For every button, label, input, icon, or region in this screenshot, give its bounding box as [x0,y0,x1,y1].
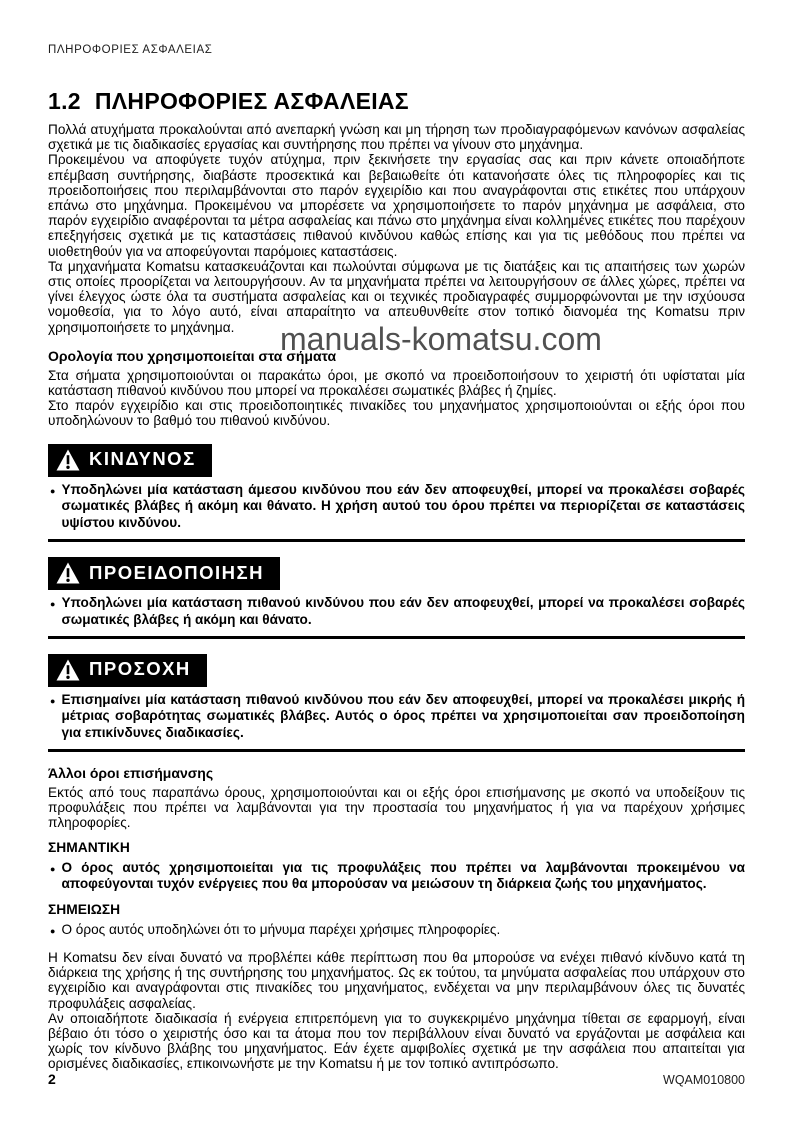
warning-section [48,557,745,639]
notice-bullet [50,922,745,940]
danger-section [48,444,745,542]
warning-label-box [48,557,280,590]
divider-rule [48,539,745,542]
warning-bullet [50,595,745,629]
danger-text: Υποδηλώνει μία κατάσταση άμεσου κινδύνου που εάν δεν αποφευχθεί, μπορεί να προκαλέσει σοβαρές σωματικές βλάβες ή ακόμη και θάνατο. Η χρήση αυτού του όρου πρέπει να περιορίζεται σε καταστάσεις υψίστου κινδύνου. [61,481,745,531]
page-title [48,88,745,115]
other-terms-heading: Άλλοι όροι επισήμανσης [48,765,214,782]
important-label: ΣΗΜΑΝΤΙΚΗ [48,839,130,855]
terminology-paragraph-1: Στα σήματα χρησιμοποιούνται οι παρακάτω όροι, με σκοπό να προειδοποιήσουν το χειριστή ότι υφίσταται μία κατάσταση πιθανού κινδύνου που μπορεί να προκαλέσει σωματικές βλάβες ή ζημίες. [48,367,745,399]
bullet-dot-icon: ● [50,599,56,610]
important-bullet [50,860,745,894]
bullet-dot-icon: ● [50,926,56,937]
divider-rule [48,749,745,752]
bullet-dot-icon: ● [50,485,56,496]
caution-label: ΠΡΟΣΟΧΗ [89,658,191,680]
page-number: 2 [48,1071,56,1087]
watermark: manuals-komatsu.com [280,321,602,357]
bullet-dot-icon: ● [50,695,56,706]
important-text: Ο όρος αυτός χρησιμοποιείται για τις προφυλάξεις που πρέπει να λαμβάνονται προκειμένου να αποφεύγονται τυχόν ενέργειες που θα μπορούσαν να μειώσουν τη διάρκεια ζωής του μηχανήματος. [61,859,745,892]
warning-triangle-icon [56,449,80,471]
danger-label-box [48,444,212,477]
section-number: 1.2 [48,88,81,114]
other-terms-intro: Εκτός από τους παραπάνω όρους, χρησιμοποιούνται και οι εξής όροι επισήμανσης με σκοπό να υποδείξουν τις προφυλάξεις που πρέπει να λαμβάνονται για την προστασία του μηχανήματος ή για να παρέχουν χρήσιμες πληροφορίες. [48,785,745,831]
warning-triangle-icon [56,562,80,584]
divider-rule [48,636,745,639]
terminology-heading: Ορολογία που χρησιμοποιείται στα σήματα [48,347,337,364]
closing-paragraph-1: Η Komatsu δεν είναι δυνατό να προβλέπει κάθε περίπτωση που θα μπορούσε να ενέχει πιθανό κίνδυνο κατά τη διάρκεια της χρήσης ή της συντήρησης του μηχανήματος. Ως εκ τούτου, τα μηνύματα ασφαλείας που υπάρχουν στο εγχειρίδιο και αναγράφονται στις πινακίδες του μηχανήματος, ενδέχεται να μην περιλαμβάνουν όλες τις δυνατές προφυλάξεις ασφαλείας. [48,950,745,1011]
bullet-dot-icon: ● [50,863,56,874]
warning-triangle-icon [56,659,80,681]
danger-label: ΚΙΝΔΥΝΟΣ [89,448,196,470]
intro-paragraph-2: Προκειμένου να αποφύγετε τυχόν ατύχημα, πριν ξεκινήσετε την εργασίας σας και πριν κάνετε οποιαδήποτε επέμβαση συντήρησης, διαβάστε προσεκτικά και βεβαιωθείτε ότι κατανοήσατε όλες τις πληροφορίες και τις προειδοποιήσεις που περιλαμβάνονται στο παρόν εγχειρίδιο και που αναγράφονται στις ετικέτες που υπάρχουν επάνω στο μηχάνημα. Προκειμένου να μπορέσετε να χρησιμοποιήσετε το παρόν μηχάνημα με ασφάλεια, στο παρόν εγχειρίδιο αναφέρονται τα μέτρα ασφαλείας και πάνω στο μηχάνημα είναι κολλημένες ετικέτες που παρέχουν επεξηγήσεις σχετικά με τις καταστάσεις πιθανού κινδύνου καθώς επίσης και για τις μεθόδους που πρέπει να υιοθετηθούν για να αποφεύγονται παρόμοιες καταστάσεις. [48,152,745,259]
document-code: WQAM010800 [663,1073,745,1087]
notice-text: Ο όρος αυτός υποδηλώνει ότι το μήνυμα παρέχει χρήσιμες πληροφορίες. [61,922,501,938]
caution-section [48,654,745,752]
section-title-text: ΠΛΗΡΟΦΟΡΙΕΣ ΑΣΦΑΛΕΙΑΣ [94,88,409,114]
page-footer [48,1071,745,1087]
intro-paragraph-3: Τα μηχανήματα Komatsu κατασκευάζονται και πωλούνται σύμφωνα με τις διατάξεις και τις απαιτήσεις των χωρών στις οποίες προορίζεται να λειτουργήσουν. Αν τα μηχανήματα πρέπει να λειτουργήσουν σε άλλες χώρες, πρέπει να γίνει έλεγχος ώστε όλα τα συστήματα ασφαλείας και οι τεχνικές προδιαγραφές συμμορφώνονται με την ισχύουσα νομοθεσία, για το λόγο αυτό, είναι απαραίτητο να απευθυνθείτε στον τοπικό διανομέα της Komatsu πριν χρησιμοποιήσετε το μηχάνημα. [48,258,745,335]
caution-text: Επισημαίνει μία κατάσταση πιθανού κινδύνου που εάν δεν αποφευχθεί, μπορεί να προκαλέσει μικρής ή μέτριας σοβαρότητας σωματικές βλάβες. Αυτός ο όρος πρέπει να χρησιμοποιείται σαν προειδοποίηση για επικίνδυνες διαδικασίες. [61,691,745,741]
intro-paragraph-1: Πολλά ατυχήματα προκαλούνται από ανεπαρκή γνώση και μη τήρηση των προδιαγραφόμενων κανόνων ασφαλείας σχετικά με τις διαδικασίες εργασίας και συντήρησης που πρέπει να γίνουν στο μηχάνημα. [48,122,745,153]
danger-bullet [50,482,745,532]
terminology-paragraph-2: Στο παρόν εγχειρίδιο και στις προειδοποιητικές πινακίδες του μηχανήματος χρησιμοποιούνται οι εξής όροι που υποδηλώνουν το βαθμό του πιθανού κινδύνου. [48,398,745,429]
notice-label: ΣΗΜΕΙΩΣΗ [48,902,121,918]
caution-bullet [50,692,745,742]
closing-paragraph-2: Αν οποιαδήποτε διαδικασία ή ενέργεια επιτρεπόμενη για το συγκεκριμένο μηχάνημα τίθεται σε εφαρμογή, είναι βέβαιο ότι τόσο ο χειριστής όσο και τα άτομα που τον περιβάλλουν είναι δυνατό να εργάζονται με ασφάλεια και χωρίς τον κίνδυνο βλάβης του μηχανήματος. Εάν έχετε αμφιβολίες σχετικά με την ασφάλεια που απαιτείται για ορισμένες διαδικασίες, επικοινωνήστε με την Komatsu ή με τον τοπικό αντιπρόσωπο. [48,1010,745,1072]
warning-label: ΠΡΟΕΙΔΟΠΟΙΗΣΗ [89,561,264,583]
warning-text: Υποδηλώνει μία κατάσταση πιθανού κινδύνου που εάν δεν αποφευχθεί, μπορεί να προκαλέσει σοβαρές σωματικές βλάβες ή ακόμη και θάνατο. [61,595,745,627]
caution-label-box [48,654,207,687]
running-header: ΠΛΗΡΟΦΟΡΙΕΣ ΑΣΦΑΛΕΙΑΣ [48,44,213,56]
